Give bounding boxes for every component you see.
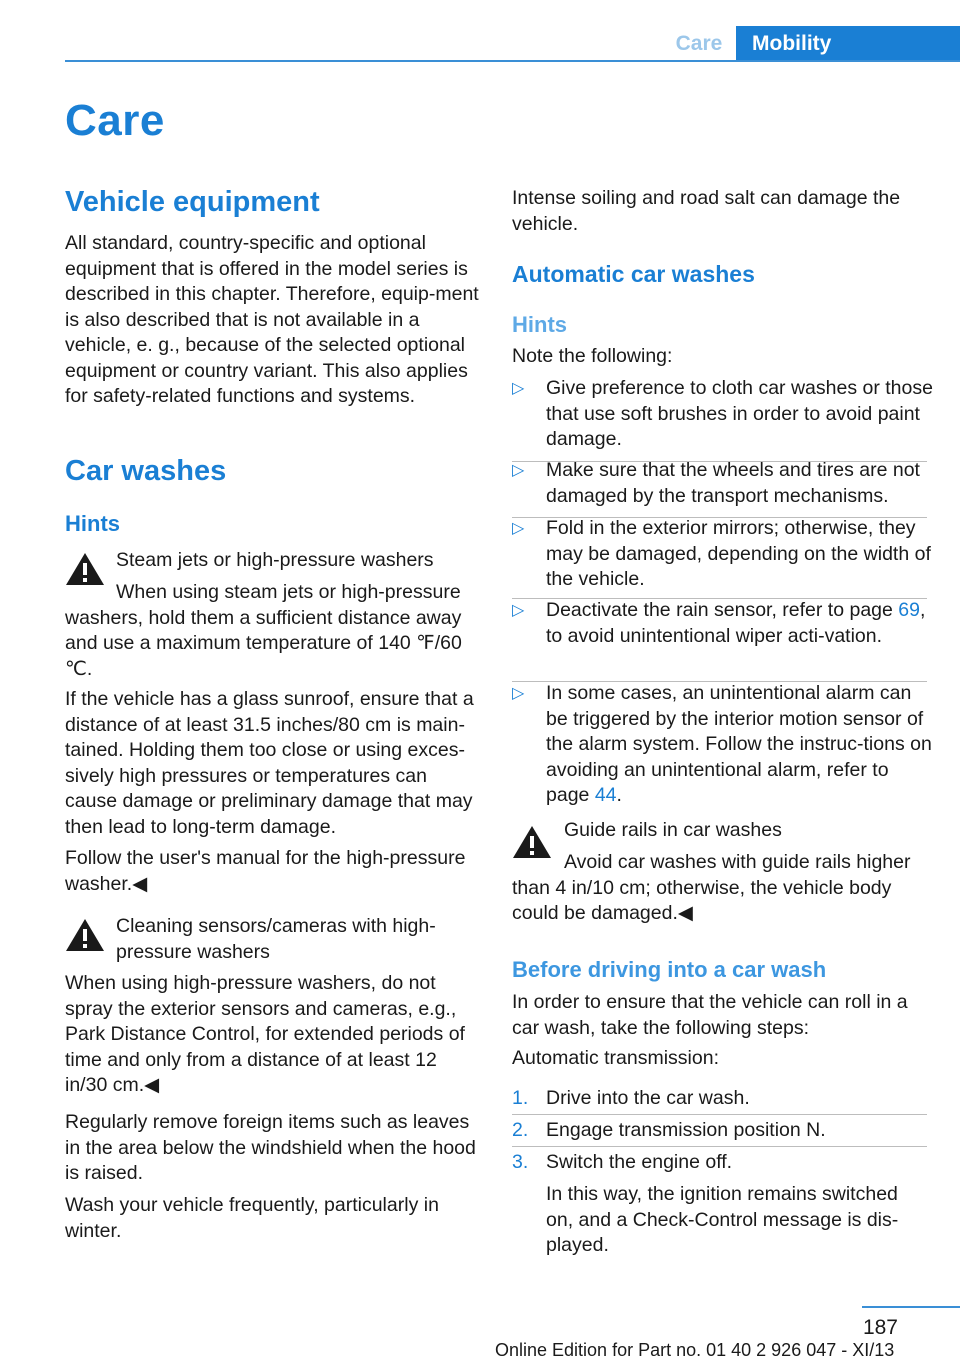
automatic-transmission-label: Automatic transmission:: [512, 1047, 719, 1069]
step-text: Drive into the car wash.: [546, 1087, 750, 1109]
step-text: Engage transmission position N.: [546, 1119, 826, 1141]
chapter-title: Care: [65, 96, 165, 145]
bullet-marker: ▷: [512, 602, 525, 619]
heading-car-washes: Car washes: [65, 455, 227, 487]
warning-icon: [65, 918, 105, 952]
bullet-text-part: , to avoid unintentional wiper acti-vation.: [546, 599, 926, 647]
warning-body-sensors: When using high-pressure washers, do not spray the exterior sensors and cameras, e.g., Park Distance Control, for extended periods of time and only from a distance of at least 12 in/30 cm.◀: [65, 972, 465, 1096]
step-number: 2.: [512, 1119, 529, 1141]
bullet-text-part: Deactivate the rain sensor, refer to page: [546, 599, 899, 621]
vehicle-equipment-text: All standard, country-specific and optional equipment that is offered in the model series is described in this chapter. Therefore, equip-ment is also described that is not available in a vehicle, e. g., because of the selected optional equipment or country variant. This also applies for safety-related functions and systems.: [65, 232, 479, 407]
heading-automatic-car-washes: Automatic car washes: [512, 261, 755, 287]
page-number: 187: [862, 1316, 898, 1339]
bullet-text-part: In some cases, an unintentional alarm can be triggered by the interior motion sensor of the alarm system. Follow the instruc-tions on avoiding an unintentional alarm, refer to page: [546, 682, 932, 806]
footer-rule: [862, 1306, 960, 1308]
sunroof-text: If the vehicle has a glass sunroof, ensure that a distance of at least 31.5 inches/80 cm is main-tained. Holding them too close or using exces-sively high pressures or temperatures can cause damage or preliminary damage that may then lead to long-term damage.: [65, 688, 474, 838]
bullet-text-alarm: [546, 681, 936, 809]
step-3-note: In this way, the ignition remains switched on, and a Check-Control message is dis-played.: [546, 1183, 899, 1256]
before-driving-text: In order to ensure that the vehicle can roll in a car wash, take the following steps:: [512, 991, 908, 1039]
heading-vehicle-equipment: Vehicle equipment: [65, 186, 320, 218]
step-text: Switch the engine off.: [546, 1151, 733, 1173]
header-rule: [65, 60, 960, 62]
bullet-marker: ▷: [512, 520, 525, 537]
bullet-text: Fold in the exterior mirrors; otherwise, they may be damaged, depending on the width of the vehicle.: [546, 517, 931, 590]
bullet-marker: ▷: [512, 685, 525, 702]
note-text: Note the following:: [512, 345, 673, 367]
bullet-marker: ▷: [512, 380, 525, 397]
edition-footer: Online Edition for Part no. 01 40 2 926 047 - XI/13: [495, 1340, 895, 1360]
bullet-text: Give preference to cloth car washes or those that use soft brushes in order to avoid paint damage.: [546, 377, 933, 450]
divider: [512, 1146, 927, 1147]
follow-manual-text: Follow the user's manual for the high-pressure washer.◀: [65, 847, 466, 895]
warning-title-steam-jets: Steam jets or high-pressure washers: [116, 549, 434, 571]
heading-before-driving: Before driving into a car wash: [512, 957, 827, 982]
bullet-marker: ▷: [512, 462, 525, 479]
tab-care[interactable]: Care: [675, 31, 723, 55]
warning-body-guide-rails: Avoid car washes with guide rails higher than 4 in/10 cm; otherwise, the vehicle body could be damaged.◀: [512, 851, 911, 924]
bullet-text-rain-sensor: [546, 598, 936, 649]
wash-frequency-text: Wash your vehicle frequently, particularly in winter.: [65, 1194, 439, 1242]
warning-body-steam-jets: When using steam jets or high-pressure washers, hold them a sufficient distance away and use a maximum temperature of 140 ℉/60 ℃.: [65, 581, 462, 680]
bullet-text-part: .: [616, 784, 622, 806]
heading-hints-right: Hints: [512, 312, 567, 337]
page-link-44[interactable]: 44: [594, 784, 617, 806]
step-number: 3.: [512, 1151, 529, 1173]
warning-title-sensors: Cleaning sensors/cameras with high-pressure washers: [116, 915, 436, 963]
warning-title-guide-rails: Guide rails in car washes: [564, 819, 782, 841]
bullet-text: Make sure that the wheels and tires are not damaged by the transport mechanisms.: [546, 459, 920, 507]
remove-items-text: Regularly remove foreign items such as leaves in the area below the windshield when the hood is raised.: [65, 1111, 476, 1184]
intro-text: Intense soiling and road salt can damage the vehicle.: [512, 187, 901, 235]
step-number: 1.: [512, 1087, 529, 1109]
page-link-69[interactable]: 69: [898, 599, 920, 621]
heading-hints-left: Hints: [65, 511, 120, 536]
tab-mobility[interactable]: Mobility: [736, 26, 960, 61]
divider: [512, 1114, 927, 1115]
